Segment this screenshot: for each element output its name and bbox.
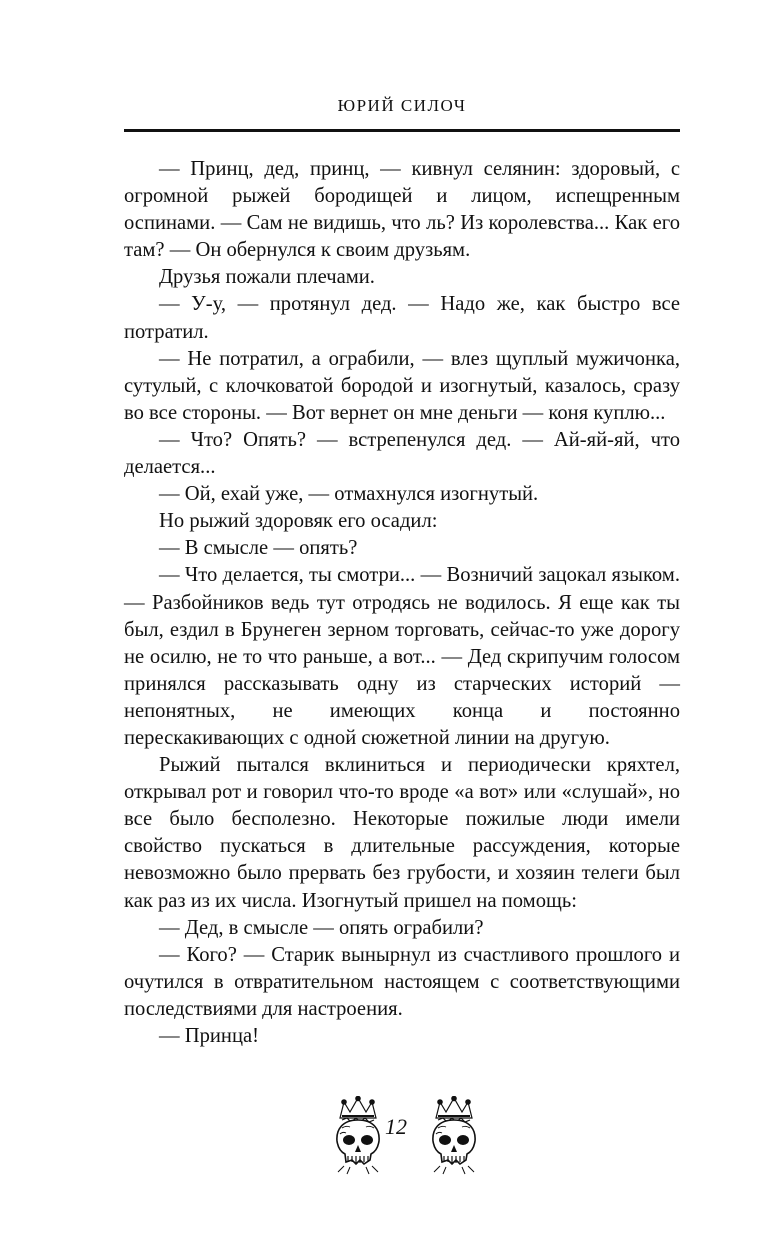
page-footer (0, 1092, 768, 1178)
paragraph: — У-у, — протянул дед. — Надо же, как быстро все потратил. (124, 293, 680, 343)
paragraph: — Кого? — Старик вынырнул из счастливого прошлого и очутился в отвратительном настоящем с соответствующими последствиями для настроения. (124, 943, 680, 1020)
paragraph: — Принца! (159, 1025, 259, 1047)
crowned-skull-icon (426, 1096, 482, 1176)
header-rule (124, 129, 680, 132)
body-text (124, 156, 680, 1050)
paragraph: — Ой, ехай уже, — отмахнулся изогнутый. (159, 483, 539, 506)
paragraph: — Принц, дед, принц, — кивнул селянин: здоровый, с огромной рыжей бородищей и лицом, испещренным оспинами. — Сам не видишь, что ль? Из королевства... Как его там? — Он обернулся к своим друзьям. (124, 158, 680, 262)
page-number: 12 (385, 1114, 407, 1139)
paragraph: — В смысле — опять? (159, 537, 358, 560)
running-header: ЮРИЙ СИЛОЧ (337, 96, 467, 115)
paragraph: — Что? Опять? — встрепенулся дед. — Ай-яй-яй, что делается... (124, 428, 680, 479)
paragraph: Но рыжий здоровяк его осадил: (159, 510, 438, 533)
paragraph: Друзья пожали плечами. (159, 266, 375, 289)
paragraph: Рыжий пытался вклиниться и периодически кряхтел, открывал рот и говорил что-то вроде «а вот» или «слушай», но все было бесполезно. Некоторые пожилые люди имели свойство пускаться в длительные рассуждения, которые невозможно было прервать без грубости, и хозяин телеги был как раз из их числа. Изогнутый пришел на помощь: (124, 754, 680, 912)
paragraph: — Дед, в смысле — опять ограбили? (159, 916, 484, 939)
paragraph: — Что делается, ты смотри... — Возничий зацокал языком. — Разбойников ведь тут отродясь не водилось. Я еще как ты был, ездил в Брунеген зерном торговать, сейчас-то уже дорогу не осилю, не то что раньше, а вот... — Дед скрипучим голосом принялся рассказывать одну из старческих историй — непонятных, не имеющих конца и постоянно перескакивающих с одной сюжетной линии на другую. (124, 564, 680, 749)
paragraph: — Не потратил, а ограбили, — влез щуплый мужичонка, сутулый, с клочковатой бородой и изогнутый, казалось, сразу во все стороны. — Вот вернет он мне деньги — коня куплю... (124, 347, 680, 424)
